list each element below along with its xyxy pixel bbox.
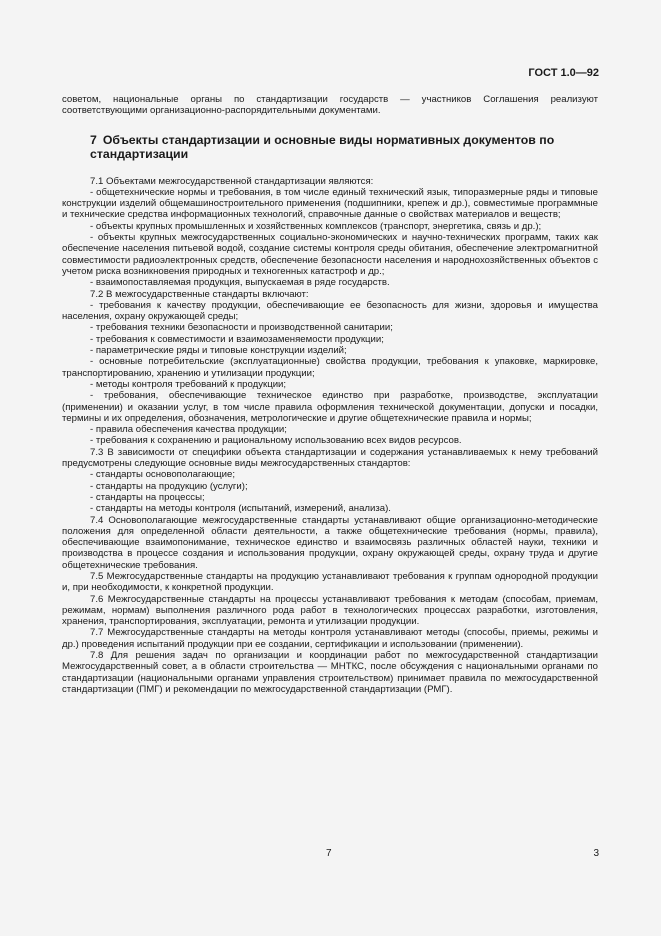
section-title: Объекты стандартизации и основные виды нормативных документов по стандартизации xyxy=(90,132,555,162)
paragraph: 7.8 Для решения задач по организации и координации работ по межгосударственной стандартизации Межгосударственный совет, а в области строительства — МНТКС, после обсуждения с национальными органами по стандартизации (национальными органами управления строительством) принимает правила по межгосударственной стандартизации (ПМГ) и рекомендации по межгосударственной стандартизации (РМГ). xyxy=(62,650,598,695)
paragraph: 7.2 В межгосударственные стандарты включают: xyxy=(90,288,309,300)
list-item: - стандарты на продукцию (услуги); xyxy=(90,480,248,492)
list-item: - взаимопоставляемая продукция, выпускаемая в ряде государств. xyxy=(90,277,390,289)
document-code: ГОСТ 1.0—92 xyxy=(528,67,599,79)
list-item: - требования, обеспечивающие техническое единство при разработке, производстве, эксплуатации (применении) и оказании услуг, в том числе правила оформления технической документации, допуски и посадки, термины и их определения, обозначения, метрологические и другие общетехнические правила и нормы; xyxy=(62,390,598,424)
list-item: - требования к качеству продукции, обеспечивающие ее безопасность для жизни, здоровья и имущества населения, охрану окружающей среды; xyxy=(62,299,598,323)
list-item: - стандарты на методы контроля (испытаний, измерений, анализа). xyxy=(90,503,391,515)
section-number: 7 xyxy=(90,132,97,147)
list-item: - требования техники безопасности и производственной санитарии; xyxy=(90,322,393,334)
paragraph: 7.6 Межгосударственные стандарты на процессы устанавливают требования к методам (способам, приемам, режимам, нормам) выполнения различного рода работ в технологических процессах разработки, изготовления, хранения, транспортирования, эксплуатации, ремонта и утилизации продукции. xyxy=(62,593,598,628)
paragraph: 7.5 Межгосударственные стандарты на продукцию устанавливают требования к группам однородной продукции и, при необходимости, к конкретной продукции. xyxy=(62,570,598,594)
list-item: - объекты крупных промышленных и хозяйственных комплексов (транспорт, энергетика, связь и др.); xyxy=(90,220,542,232)
list-item: - требования к совместимости и взаимозаменяемости продукции; xyxy=(90,333,384,345)
list-item: - объекты крупных межгосударственных социально-экономических и научно-технических программ, таких как обеспечение населения питьевой водой, создание системы контроля среды обитания, обеспечение электромагнитной совместимости радиоэлектронных средств, обеспечение безопасности населения и народнохозяйственных объектов с учетом риска возникновения природных и техногенных катастроф и др.; xyxy=(62,232,598,277)
section-heading xyxy=(90,133,598,162)
list-item: - требования к сохранению и рациональному использованию всех видов ресурсов. xyxy=(90,435,462,447)
intro-paragraph: советом, национальные органы по стандартизации государств — участников Соглашения реализуют соответствующими организационно-распорядительными документами. xyxy=(62,94,598,117)
footer-page-number-center: 7 xyxy=(326,848,332,859)
list-item: - методы контроля требований к продукции; xyxy=(90,378,287,390)
paragraph: 7.4 Основополагающие межгосударственные стандарты устанавливают общие организационно-методические положения для определенной области деятельности, а также общетехнические требования (нормы, правила), обеспечивающие взаимопонимание, техническое единство и взаимосвязь различных областей науки, техники и производства в процессе создания и использования продукции, охрану окружающей среды, охрану труда и другие общетехнические требования. xyxy=(62,514,598,571)
document-body xyxy=(62,94,598,695)
list-item: - стандарты на процессы; xyxy=(90,491,205,503)
list-item: - правила обеспечения качества продукции; xyxy=(90,424,287,436)
list-item: - общетехнические нормы и требования, в том числе единый технический язык, типоразмерные ряды и типовые конструкции изделий общемашиностроительного применения (подшипники, крепеж и др.), совместимые программные и технические средства информационных технологий, справочные данные о свойствах материалов и веществ; xyxy=(62,186,598,221)
list-item: - основные потребительские (эксплуатационные) свойства продукции, требования к упаковке, маркировке, транспортированию, хранению и утилизации продукции; xyxy=(62,356,598,379)
paragraph: 7.1 Объектами межгосударственной стандартизации являются: xyxy=(90,175,374,187)
paragraph: 7.7 Межгосударственные стандарты на методы контроля устанавливают методы (способы, приемы, режимы и др.) проведения испытаний продукции при ее создании, сертификации и использовании (применении). xyxy=(62,627,598,650)
list-item: - стандарты основополагающие; xyxy=(90,469,236,481)
list-item: - параметрические ряды и типовые конструкции изделий; xyxy=(90,345,347,357)
paragraph: 7.3 В зависимости от специфики объекта стандартизации и содержания устанавливаемых к нему требований предусмотрены следующие основные виды межгосударственных стандартов: xyxy=(62,446,598,470)
footer-page-number-right: 3 xyxy=(593,848,599,859)
